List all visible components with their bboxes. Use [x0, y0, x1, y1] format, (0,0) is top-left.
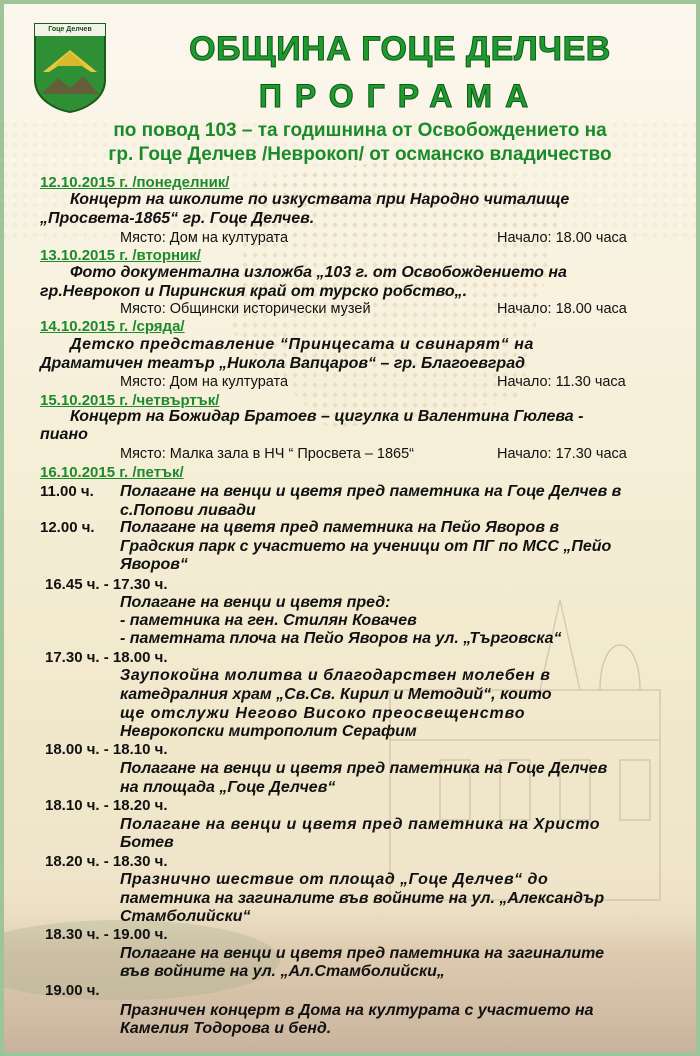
- event-place: Място: Общински исторически музей: [120, 301, 371, 317]
- event-text: Детско представление “Принцесата и свинарят“ на: [70, 336, 534, 353]
- schedule-text: паметника на загиналите във войните на ул. „Александър: [120, 890, 605, 907]
- event-place: Място: Дом на културата: [120, 374, 289, 390]
- schedule-text: на площада „Гоце Делчев“: [120, 779, 336, 796]
- event-start: Начало: 11.30 часа: [497, 374, 626, 390]
- schedule-text: Празничен концерт в Дома на културата с участието на: [120, 1002, 594, 1019]
- event-place: Място: Малка зала в НЧ “ Просвета – 1865“: [120, 446, 414, 462]
- municipality-title: ОБЩИНА ГОЦЕ ДЕЛЧЕВ: [189, 30, 611, 68]
- event-text: гр.Неврокоп и Пиринския край от турско робство„.: [40, 283, 468, 300]
- schedule-text: Полагане на цветя пред паметника на Пейо Яворов в: [120, 519, 560, 536]
- schedule-time: 18.00 ч. - 18.10 ч.: [45, 741, 168, 758]
- schedule-text: ще отслужи Негово Високо преосвещенство: [120, 705, 526, 722]
- event-text: Концерт на школите по изкуствата при Народно читалище: [70, 191, 570, 208]
- schedule-text: - паметната плоча на Пейо Яворов на ул. „Търговска“: [120, 630, 562, 647]
- schedule-text: Полагане на венци и цветя пред паметника на Гоце Делчев в: [120, 483, 622, 500]
- event-text: Концерт на Божидар Братоев – цигулка и Валентина Гюлева -: [70, 408, 584, 425]
- date-heading: 14.10.2015 г. /сряда/: [40, 318, 185, 335]
- schedule-text: - паметника на ген. Стилян Ковачев: [120, 612, 417, 629]
- event-start: Начало: 18.00 часа: [497, 230, 627, 246]
- schedule-text: Неврокопски митрополит Серафим: [120, 723, 417, 740]
- crest-label: Гоце Делчев: [48, 26, 92, 33]
- subtitle-line-1: по повод 103 – та годишнина от Освобождението на: [113, 120, 607, 141]
- schedule-text: Стамболийски“: [120, 908, 251, 925]
- schedule-text: във войните на ул. „Ал.Стамболийски„: [120, 963, 445, 980]
- schedule-time: 17.30 ч. - 18.00 ч.: [45, 649, 168, 666]
- schedule-time: 18.20 ч. - 18.30 ч.: [45, 853, 168, 870]
- municipality-crest: [33, 22, 107, 114]
- schedule-text: Камелия Тодорова и бенд.: [120, 1020, 332, 1037]
- schedule-text: Полагане на венци и цветя пред паметника на Гоце Делчев: [120, 760, 608, 777]
- date-heading: 13.10.2015 г. /вторник/: [40, 247, 201, 264]
- date-heading: 16.10.2015 г. /петък/: [40, 464, 184, 481]
- schedule-text: катедралния храм „Св.Св. Кирил и Методий“, които: [120, 686, 552, 703]
- date-heading: 15.10.2015 г. /четвъртък/: [40, 392, 220, 409]
- schedule-time: 18.10 ч. - 18.20 ч.: [45, 797, 168, 814]
- schedule-text: Яворов“: [120, 556, 188, 573]
- schedule-text: Ботев: [120, 834, 174, 851]
- schedule-text: Полагане на венци и цветя пред паметника на Христо: [120, 816, 601, 833]
- event-text: Драматичен театър „Никола Вапцаров“ – гр. Благоевград: [40, 355, 525, 372]
- event-text: Фото документална изложба „103 г. от Освобождението на: [70, 264, 567, 281]
- schedule-time: 12.00 ч.: [40, 519, 95, 536]
- schedule-text: с.Попови ливади: [120, 502, 256, 519]
- program-title: ПРОГРАМА: [258, 78, 542, 114]
- event-text: „Просвета-1865“ гр. Гоце Делчев.: [40, 210, 315, 227]
- event-start: Начало: 18.00 часа: [497, 301, 627, 317]
- schedule-text: Градския парк с участието на ученици от ПГ по МСС „Пейо: [120, 538, 612, 555]
- schedule-time: 11.00 ч.: [40, 483, 94, 500]
- event-place: Място: Дом на културата: [120, 230, 289, 246]
- subtitle-line-2: гр. Гоце Делчев /Неврокоп/ от османско владичество: [108, 144, 612, 165]
- schedule-text: Заупокойна молитва и благодарствен молебен в: [120, 667, 551, 684]
- event-start: Начало: 17.30 часа: [497, 446, 627, 462]
- schedule-time: 19.00 ч.: [45, 982, 100, 999]
- date-heading: 12.10.2015 г. /понеделник/: [40, 174, 230, 191]
- schedule-text: Полагане на венци и цветя пред паметника на загиналите: [120, 945, 605, 962]
- crest-shield-icon: [33, 22, 107, 114]
- schedule-text: Полагане на венци и цветя пред:: [120, 594, 391, 611]
- schedule-text: Празнично шествие от площад „Гоце Делчев“ до: [120, 871, 549, 888]
- event-text: пиано: [40, 426, 88, 443]
- schedule-time: 18.30 ч. - 19.00 ч.: [45, 926, 168, 943]
- schedule-time: 16.45 ч. - 17.30 ч.: [45, 576, 168, 593]
